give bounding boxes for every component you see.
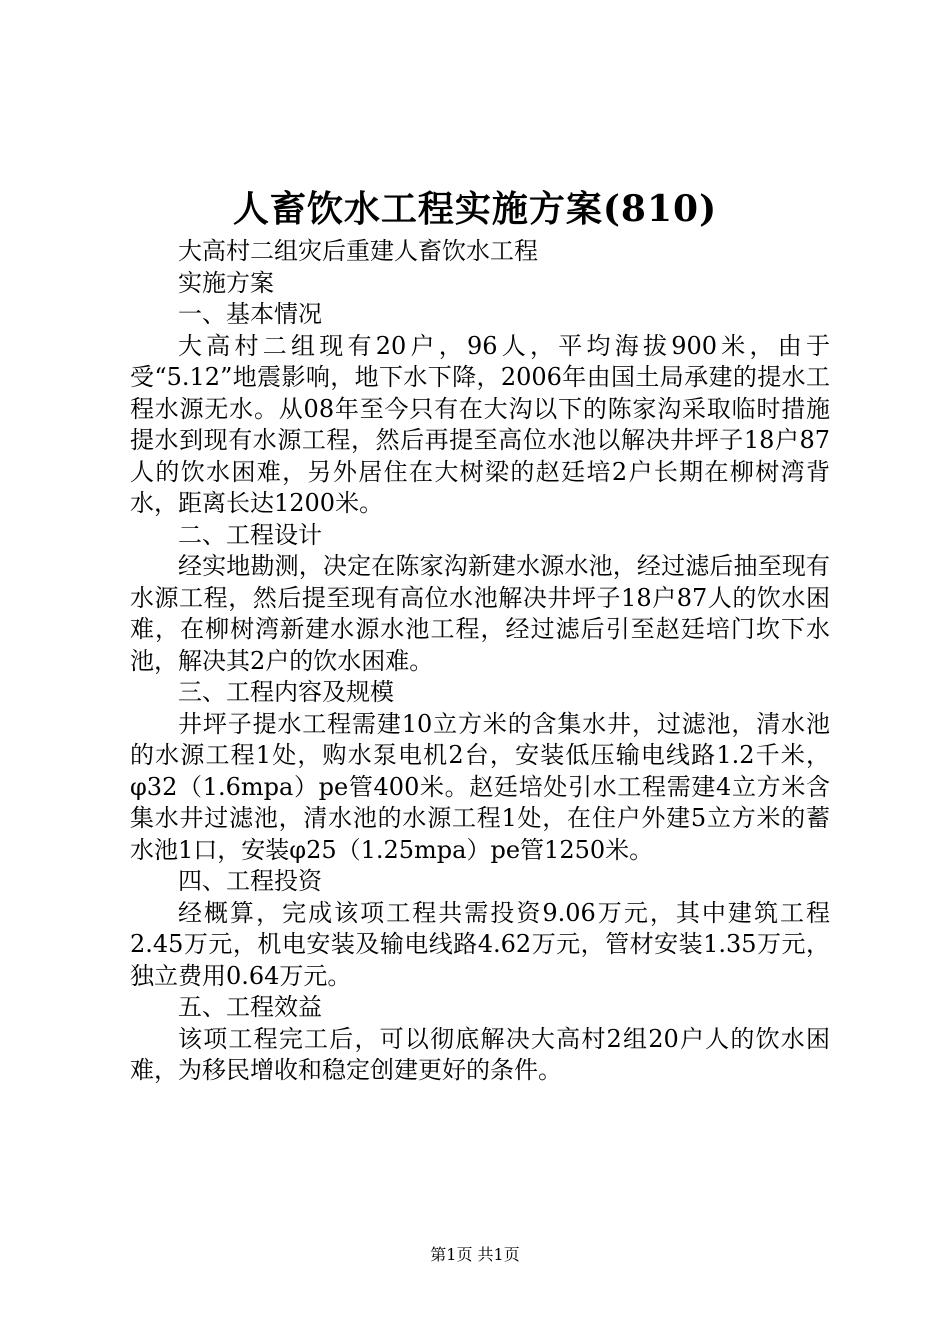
document-title: 人畜饮水工程实施方案(810) xyxy=(232,188,718,230)
document-body xyxy=(130,236,830,1087)
paragraph-basic-situation: 大高村二组现有20户，96人，平均海拔900米，由于受“5.12”地震影响，地下水下降，2006年由国土局承建的提水工程水源无水。从08年至今只有在大沟以下的陈家沟采取临时措施提水到现有水源工程，然后再提至高位水池以解决井坪子18户87人的饮水困难，另外居住在大树梁的赵廷培2户长期在柳树湾背水，距离长达1200米。 xyxy=(130,331,830,517)
paragraph-content-scale: 井坪子提水工程需建10立方米的含集水井，过滤池，清水池的水源工程1处，购水泵电机2台，安装低压输电线路1.2千米，φ32（1.6mpa）pe管400米。赵廷培处引水工程需建4立方米含集水井过滤池，清水池的水源工程1处，在住户外建5立方米的蓄水池1口，安装φ25（1.25mpa）pe管1250米。 xyxy=(130,709,830,864)
page-number-footer: 第1页 共1页 xyxy=(430,1245,520,1264)
paragraph-investment: 经概算，完成该项工程共需投资9.06万元，其中建筑工程2.45万元，机电安装及输电线路4.62万元，管材安装1.35万元，独立费用0.64万元。 xyxy=(130,898,830,990)
section-heading-content-scale: 三、工程内容及规模 xyxy=(178,678,394,706)
subtitle-line-2: 实施方案 xyxy=(178,268,274,297)
section-heading-basic-situation: 一、基本情况 xyxy=(178,300,322,328)
paragraph-benefits: 该项工程完工后，可以彻底解决大高村2组20户人的饮水困难，为移民增收和稳定创建更好的条件。 xyxy=(130,1024,830,1084)
paragraph-engineering-design: 经实地勘测，决定在陈家沟新建水源水池，经过滤后抽至现有水源工程，然后提至现有高位水池解决井坪子18户87人的饮水困难，在柳树湾新建水源水池工程，经过滤后引至赵廷培门坎下水池，解决其2户的饮水困难。 xyxy=(130,552,830,675)
section-heading-engineering-design: 二、工程设计 xyxy=(178,520,322,549)
section-heading-investment: 四、工程投资 xyxy=(178,867,322,895)
section-heading-benefits: 五、工程效益 xyxy=(178,993,322,1021)
subtitle-line-1: 大高村二组灾后重建人畜饮水工程 xyxy=(178,237,538,265)
